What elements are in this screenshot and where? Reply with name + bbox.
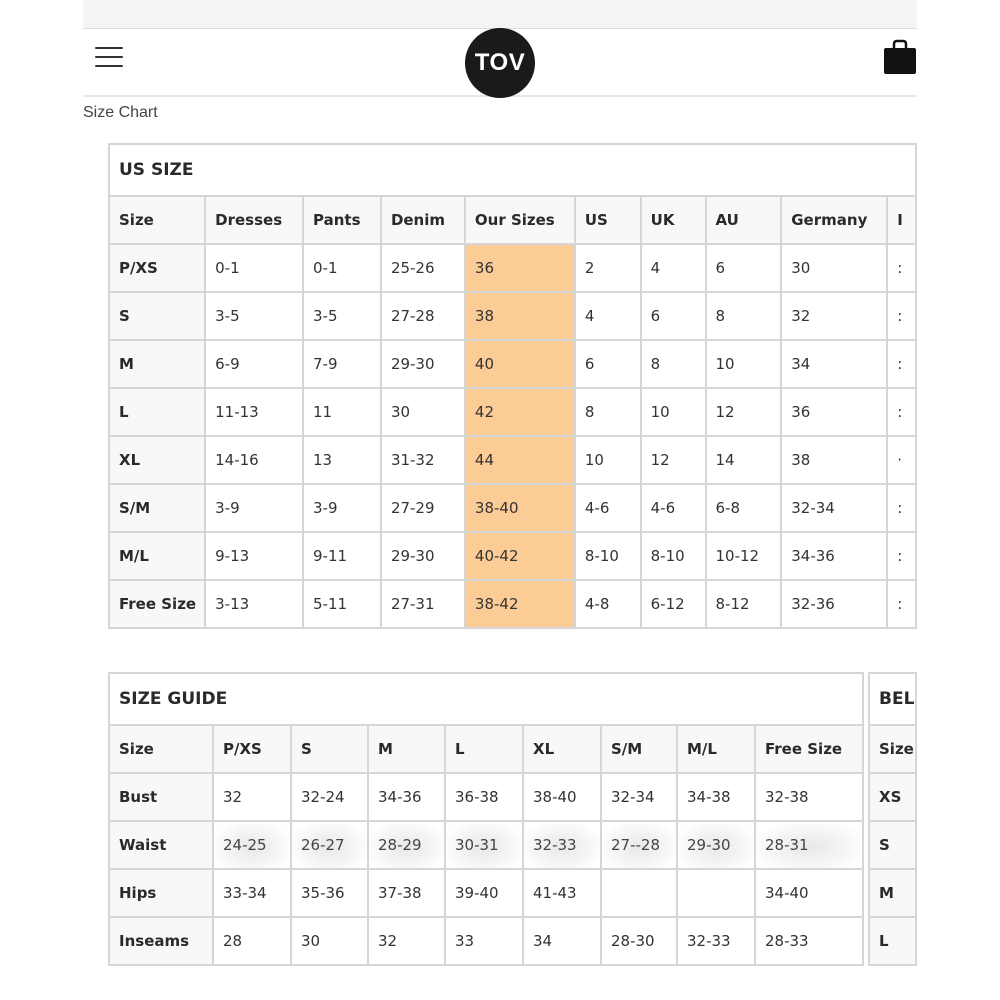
top-strip xyxy=(83,0,917,29)
table-cell: 29-30 xyxy=(677,821,755,869)
table-cell: 41-43 xyxy=(523,869,601,917)
row-label: XS xyxy=(869,773,916,821)
table-cell: 32 xyxy=(213,773,291,821)
table-row xyxy=(109,388,916,436)
table-row xyxy=(109,244,916,292)
table-cell: 4-6 xyxy=(575,484,641,532)
us_size-col-header: US xyxy=(575,196,641,244)
table-cell: 40-42 xyxy=(465,532,575,580)
table-cell xyxy=(601,869,677,917)
table-cell: 8-10 xyxy=(575,532,641,580)
table-cell: 13 xyxy=(303,436,381,484)
table-cell: 30 xyxy=(291,917,368,965)
table-row xyxy=(109,292,916,340)
table-cell: 14-16 xyxy=(205,436,303,484)
table-cell: 4-6 xyxy=(641,484,706,532)
table-cell: 27--28 xyxy=(601,821,677,869)
size_guide-col-header: S/M xyxy=(601,725,677,773)
table-cell: 34-36 xyxy=(781,532,887,580)
row-label: S xyxy=(109,292,205,340)
table-cell: 38-42 xyxy=(465,580,575,628)
table-cell: 34-36 xyxy=(368,773,445,821)
us_size-col-header: Denim xyxy=(381,196,465,244)
table-cell: 29-30 xyxy=(381,532,465,580)
table-cell: 34 xyxy=(781,340,887,388)
table-cell: 34-40 xyxy=(755,869,863,917)
row-label: Bust xyxy=(109,773,213,821)
row-label: M xyxy=(869,869,916,917)
belt-title-row xyxy=(869,673,916,725)
table-cell: 12 xyxy=(641,436,706,484)
table-cell: 8-10 xyxy=(641,532,706,580)
table-row xyxy=(869,869,916,917)
table-cell: 6-12 xyxy=(641,580,706,628)
table-row xyxy=(109,436,916,484)
belt-header-row xyxy=(869,725,916,773)
table-cell: : xyxy=(887,244,916,292)
table-cell: : xyxy=(887,580,916,628)
size_guide-col-header: S xyxy=(291,725,368,773)
table-cell: 30-31 xyxy=(445,821,523,869)
shopping-bag-icon[interactable] xyxy=(883,39,917,75)
table-cell: 4-8 xyxy=(575,580,641,628)
table-cell: 25-26 xyxy=(381,244,465,292)
table-cell: 9-13 xyxy=(205,532,303,580)
table-cell: 44 xyxy=(465,436,575,484)
table-cell: 0-1 xyxy=(303,244,381,292)
table-cell: 7-9 xyxy=(303,340,381,388)
table-cell: 8-12 xyxy=(706,580,782,628)
table-cell: 4 xyxy=(641,244,706,292)
size_guide-col-header: M/L xyxy=(677,725,755,773)
belt-col-header: Size xyxy=(869,725,916,773)
table-cell: 33-34 xyxy=(213,869,291,917)
table-cell: 29-30 xyxy=(381,340,465,388)
row-label: Inseams xyxy=(109,917,213,965)
belt-title: BEL xyxy=(869,673,916,725)
table-cell: 10 xyxy=(575,436,641,484)
table-cell: 38 xyxy=(781,436,887,484)
us_size-col-header: Pants xyxy=(303,196,381,244)
us-size-table xyxy=(108,143,917,629)
table-cell: 8 xyxy=(706,292,782,340)
table-cell: 27-29 xyxy=(381,484,465,532)
table-cell: 6 xyxy=(575,340,641,388)
row-label: L xyxy=(109,388,205,436)
table-cell: 32-34 xyxy=(781,484,887,532)
table-cell: 6-8 xyxy=(706,484,782,532)
table-cell: 24-25 xyxy=(213,821,291,869)
row-label: L xyxy=(869,917,916,965)
table-cell: 26-27 xyxy=(291,821,368,869)
table-cell: 42 xyxy=(465,388,575,436)
row-label: Hips xyxy=(109,869,213,917)
table-cell: 3-9 xyxy=(205,484,303,532)
row-label: Free Size xyxy=(109,580,205,628)
site-header xyxy=(83,29,917,97)
table-cell: 32 xyxy=(368,917,445,965)
us_size-title-row xyxy=(109,144,916,196)
table-cell: 5-11 xyxy=(303,580,381,628)
size-guide-table xyxy=(108,672,864,966)
table-row xyxy=(109,580,916,628)
row-label: S/M xyxy=(109,484,205,532)
table-cell: : xyxy=(887,484,916,532)
size_guide-col-header: L xyxy=(445,725,523,773)
table-cell: 36 xyxy=(781,388,887,436)
table-row xyxy=(869,821,916,869)
table-cell: 9-11 xyxy=(303,532,381,580)
table-cell: 3-5 xyxy=(205,292,303,340)
size_guide-col-header: XL xyxy=(523,725,601,773)
table-cell: : xyxy=(887,388,916,436)
table-cell: 10 xyxy=(641,388,706,436)
table-cell: 34-38 xyxy=(677,773,755,821)
size_guide-col-header: Size xyxy=(109,725,213,773)
us_size-col-header: Size xyxy=(109,196,205,244)
table-cell: 35-36 xyxy=(291,869,368,917)
us_size-title: US SIZE xyxy=(109,144,916,196)
table-cell xyxy=(677,869,755,917)
table-cell: 36 xyxy=(465,244,575,292)
us_size-col-header: AU xyxy=(706,196,782,244)
table-cell: 14 xyxy=(706,436,782,484)
table-cell: 32-36 xyxy=(781,580,887,628)
table-cell: 28 xyxy=(213,917,291,965)
table-cell: 37-38 xyxy=(368,869,445,917)
size_guide-col-header: M xyxy=(368,725,445,773)
table-cell: 3-5 xyxy=(303,292,381,340)
table-cell: 38-40 xyxy=(523,773,601,821)
table-cell: 28-30 xyxy=(601,917,677,965)
row-label: XL xyxy=(109,436,205,484)
table-cell: 6 xyxy=(706,244,782,292)
table-cell: 32-34 xyxy=(601,773,677,821)
row-label: S xyxy=(869,821,916,869)
table-cell: 28-29 xyxy=(368,821,445,869)
table-cell: 39-40 xyxy=(445,869,523,917)
table-cell: 36-38 xyxy=(445,773,523,821)
table-cell: 28-33 xyxy=(755,917,863,965)
table-row xyxy=(109,340,916,388)
table-cell: 27-28 xyxy=(381,292,465,340)
table-cell: 2 xyxy=(575,244,641,292)
table-cell: : xyxy=(887,292,916,340)
table-row xyxy=(869,917,916,965)
table-cell: 32-38 xyxy=(755,773,863,821)
table-cell: 6-9 xyxy=(205,340,303,388)
size_guide-col-header: Free Size xyxy=(755,725,863,773)
table-cell: 10-12 xyxy=(706,532,782,580)
size_guide-title: SIZE GUIDE xyxy=(109,673,863,725)
table-cell: 38-40 xyxy=(465,484,575,532)
us_size-col-header: UK xyxy=(641,196,706,244)
table-cell: 12 xyxy=(706,388,782,436)
table-cell: 32-33 xyxy=(677,917,755,965)
size_guide-header-row xyxy=(109,725,863,773)
table-row xyxy=(109,532,916,580)
size_guide-title-row xyxy=(109,673,863,725)
table-cell: 30 xyxy=(381,388,465,436)
table-cell: 34 xyxy=(523,917,601,965)
brand-logo[interactable]: TOV xyxy=(465,28,535,98)
page-title: Size Chart xyxy=(83,104,158,121)
hamburger-menu-icon[interactable] xyxy=(95,47,123,69)
table-row xyxy=(109,821,863,869)
table-cell: 32-33 xyxy=(523,821,601,869)
table-row xyxy=(869,773,916,821)
table-cell: : xyxy=(887,532,916,580)
table-cell: 3-9 xyxy=(303,484,381,532)
table-cell: 27-31 xyxy=(381,580,465,628)
table-row xyxy=(109,869,863,917)
row-label: P/XS xyxy=(109,244,205,292)
us_size-col-header: Our Sizes xyxy=(465,196,575,244)
table-cell: 4 xyxy=(575,292,641,340)
row-label: Waist xyxy=(109,821,213,869)
table-cell: 10 xyxy=(706,340,782,388)
table-cell: 11 xyxy=(303,388,381,436)
table-cell: 6 xyxy=(641,292,706,340)
us_size-col-header: I xyxy=(887,196,916,244)
us_size-col-header: Germany xyxy=(781,196,887,244)
table-cell: 0-1 xyxy=(205,244,303,292)
table-cell: · xyxy=(887,436,916,484)
table-cell: : xyxy=(887,340,916,388)
table-cell: 30 xyxy=(781,244,887,292)
us_size-col-header: Dresses xyxy=(205,196,303,244)
table-cell: 40 xyxy=(465,340,575,388)
size_guide-col-header: P/XS xyxy=(213,725,291,773)
table-cell: 8 xyxy=(641,340,706,388)
table-cell: 3-13 xyxy=(205,580,303,628)
row-label: M xyxy=(109,340,205,388)
us_size-header-row xyxy=(109,196,916,244)
row-label: M/L xyxy=(109,532,205,580)
table-row xyxy=(109,484,916,532)
table-row xyxy=(109,773,863,821)
table-cell: 11-13 xyxy=(205,388,303,436)
table-cell: 8 xyxy=(575,388,641,436)
table-cell: 32-24 xyxy=(291,773,368,821)
table-row xyxy=(109,917,863,965)
table-cell: 38 xyxy=(465,292,575,340)
table-cell: 32 xyxy=(781,292,887,340)
belt-size-table xyxy=(868,672,917,966)
table-cell: 28-31 xyxy=(755,821,863,869)
table-cell: 31-32 xyxy=(381,436,465,484)
size-chart-image xyxy=(104,141,917,1000)
table-cell: 33 xyxy=(445,917,523,965)
